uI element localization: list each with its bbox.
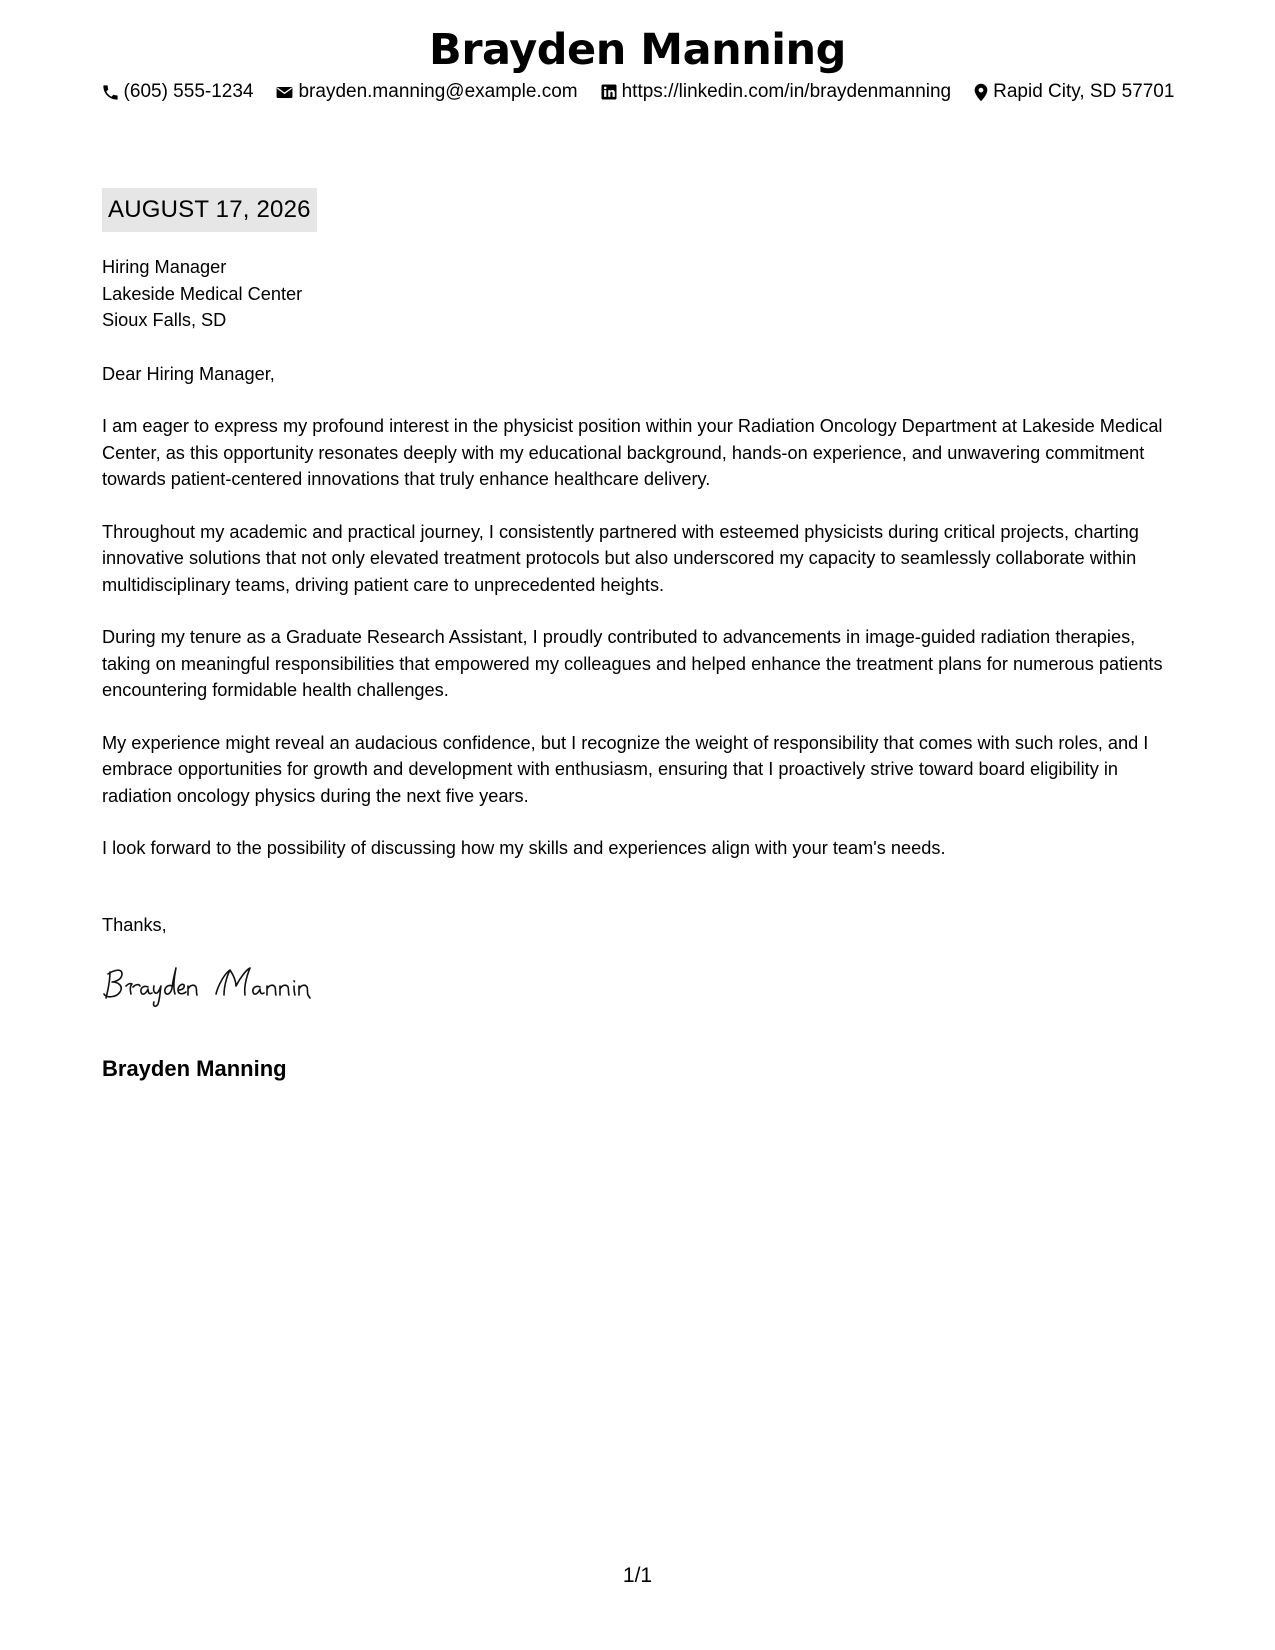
body-paragraph: My experience might reveal an audacious confidence, but I recognize the weight of responsibility that comes with such roles, and I embrace opportunities for growth and development with enthusiasm, ensuring that I proactively strive toward board eligibility in radiation oncology physics during the next five years. bbox=[102, 732, 1149, 806]
letter-date: AUGUST 17, 2026 bbox=[102, 188, 317, 232]
contact-phone bbox=[101, 80, 254, 104]
recipient-title: Hiring Manager bbox=[102, 257, 227, 277]
contact-location bbox=[973, 80, 1174, 104]
body-paragraph: Throughout my academic and practical journey, I consistently partnered with esteemed physicists during critical projects, charting innovative solutions that not only elevated treatment protocols but also underscored my capacity to seamlessly collaborate within multidisciplinary teams, driving patient care to unprecedented heights. bbox=[102, 521, 1139, 595]
location-text: Rapid City, SD 57701 bbox=[993, 81, 1175, 102]
linkedin-icon bbox=[600, 83, 618, 101]
handwritten-signature bbox=[100, 958, 370, 1018]
recipient-block bbox=[102, 254, 1182, 334]
envelope-icon bbox=[275, 83, 294, 102]
closing: Thanks, bbox=[102, 915, 167, 935]
letter-body bbox=[102, 254, 1182, 862]
body-paragraph: I am eager to express my profound interest in the physicist position within your Radiation Oncology Department at Lakeside Medical Center, as this opportunity resonates deeply with my educational background, hands-on experience, and unwavering commitment towards patient-centered innovations that truly enhance healthcare delivery. bbox=[102, 416, 1163, 489]
recipient-organization: Lakeside Medical Center bbox=[102, 283, 303, 304]
contact-email bbox=[275, 80, 577, 104]
contact-linkedin bbox=[600, 80, 952, 104]
signer-name: Brayden Manning bbox=[102, 1056, 287, 1081]
map-pin-icon bbox=[973, 83, 989, 102]
phone-number: (605) 555-1234 bbox=[123, 81, 254, 102]
applicant-name-heading: Brayden Manning bbox=[429, 25, 846, 75]
body-paragraph: During my tenure as a Graduate Research Assistant, I proudly contributed to advancements in image-guided radiation therapies, taking on meaningful responsibilities that empowered my colleagues and helped enhance the treatment plans for numerous patients encountering formidable health challenges. bbox=[102, 627, 1163, 700]
page-number: 1/1 bbox=[622, 1564, 653, 1587]
salutation: Dear Hiring Manager, bbox=[102, 363, 275, 384]
contact-bar bbox=[0, 80, 1275, 104]
email-address: brayden.manning@example.com bbox=[298, 81, 578, 102]
phone-icon bbox=[101, 83, 120, 102]
linkedin-url[interactable]: https://linkedin.com/in/braydenmanning bbox=[621, 81, 952, 102]
body-paragraph: I look forward to the possibility of discussing how my skills and experiences align with your team's needs. bbox=[102, 838, 946, 858]
recipient-location: Sioux Falls, SD bbox=[102, 310, 227, 330]
